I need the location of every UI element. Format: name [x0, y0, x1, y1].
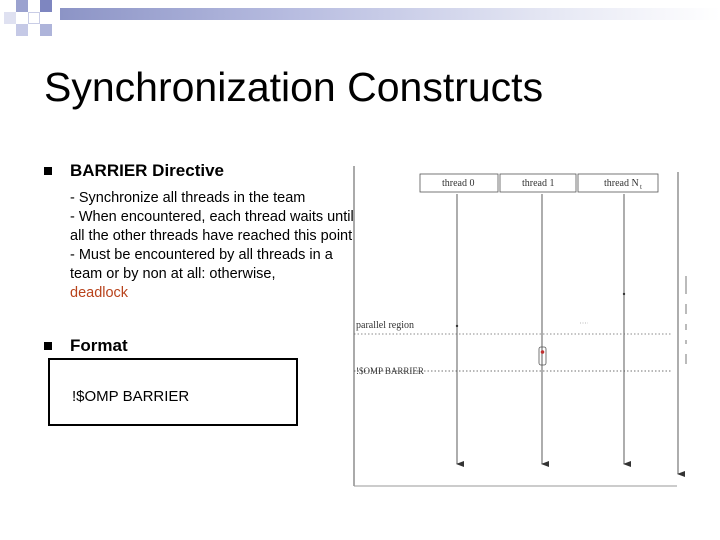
deadlock-text: deadlock	[70, 285, 129, 301]
slide-title: Synchronization Constructs	[44, 64, 544, 110]
barrier-description	[70, 189, 355, 303]
header-decoration	[0, 0, 720, 40]
waiting-marker-dot	[541, 350, 545, 354]
thread-marker	[623, 293, 625, 295]
bullet-heading-barrier: BARRIER Directive	[70, 161, 224, 180]
thread-marker	[456, 325, 458, 327]
description-line: - Synchronize all threads in the team	[70, 190, 306, 206]
bullet-heading-format: Format	[70, 336, 128, 355]
parallel-region-label: parallel region	[356, 320, 415, 331]
header-gradient-bar	[60, 8, 720, 20]
deco-square	[4, 12, 16, 24]
deco-square	[16, 0, 28, 12]
thread-label: thread N	[604, 178, 639, 189]
description-line: - When encountered, each thread waits until all the other threads have reached this point	[70, 209, 354, 244]
barrier-diagram	[352, 164, 697, 490]
deco-square	[40, 24, 52, 36]
thread-label: thread 0	[442, 178, 475, 189]
format-code-box	[48, 358, 298, 426]
bullet-marker	[44, 167, 52, 175]
deco-square	[40, 0, 52, 12]
waiting-marker	[539, 347, 546, 365]
deco-square	[16, 24, 28, 36]
thread-label: thread 1	[522, 178, 555, 189]
bullet-marker	[44, 342, 52, 350]
format-code: !$OMP BARRIER	[72, 388, 190, 405]
thread-subscript: t	[640, 183, 642, 191]
barrier-label: !$OMP BARRIER	[356, 366, 424, 376]
deco-square	[28, 12, 40, 24]
description-line: - Must be encountered by all threads in a team or by non at all: otherwise,	[70, 247, 333, 282]
